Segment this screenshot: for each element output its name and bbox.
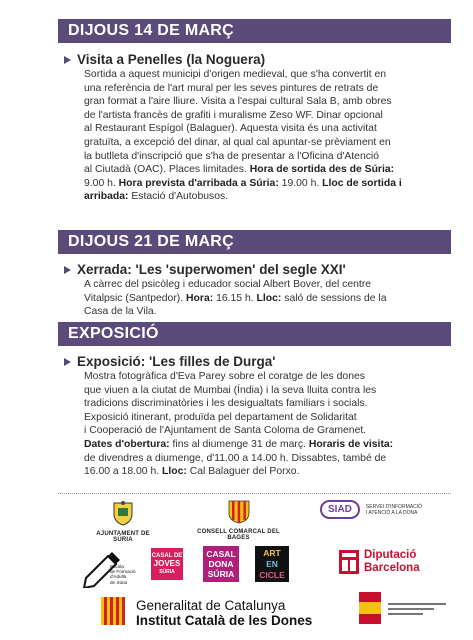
description-label: Lloc: — [162, 466, 187, 478]
description-text: Exposició itinerant, produïda pel departament de Solidaritat — [84, 411, 357, 423]
triangle-bullet-icon — [64, 358, 71, 366]
event-title-text: Exposició: 'Les filles de Durga' — [77, 354, 276, 369]
event-description — [84, 68, 444, 204]
spain-shield-icon — [357, 590, 383, 626]
generalitat-logo — [98, 595, 128, 625]
art-en-cicle-logo — [255, 546, 289, 582]
description-line — [84, 136, 444, 150]
event-title — [64, 51, 444, 68]
siad-subtitle: SERVEI D'INFORMACIÓ — [365, 503, 423, 510]
logo-caption: EN — [266, 559, 278, 569]
description-line — [84, 438, 444, 452]
description-text: 16.15 h. — [213, 292, 257, 304]
logo-caption: de Formació — [110, 569, 136, 575]
generalitat-name: Generalitat de Catalunya — [136, 598, 286, 613]
logo-caption: DONA — [208, 559, 234, 569]
section-heading-text: EXPOSICIÓ — [68, 325, 159, 342]
description-label: Hora prevista d'arribada a Súria: — [118, 177, 279, 189]
description-text: que viuen a la ciutat de Mumbai (Índia) i la seva lluita contra les — [84, 384, 377, 396]
description-label: Dates d'obertura: — [84, 438, 170, 450]
logo-caption: JOVES — [153, 559, 181, 568]
description-line — [84, 95, 444, 109]
description-line — [84, 424, 444, 438]
description-text: fins al diumenge 31 de març. — [169, 438, 309, 450]
siad-logo — [320, 500, 435, 519]
logo-caption: d'Adults — [110, 574, 127, 580]
section-heading-exposicio — [58, 322, 451, 346]
event-title — [64, 261, 444, 278]
description-text: gratuïta, a excepció del dinar, al qual cal apuntar-se prèviament en — [84, 136, 391, 148]
description-line — [84, 370, 444, 384]
description-text: A càrrec del psicòleg i educador social Albert Bover, del centre — [84, 279, 372, 290]
description-text: 19.00 h. — [278, 177, 323, 189]
event-visita-penelles — [64, 51, 444, 204]
event-exposicio — [64, 353, 444, 479]
description-text: Casa de la Vila. — [84, 306, 157, 318]
event-xerrada — [64, 261, 444, 319]
logo-caption: ART — [263, 548, 281, 558]
logo-caption: Diputació — [364, 549, 417, 561]
spain-ministry-logo — [355, 590, 385, 628]
divider — [58, 493, 451, 494]
description-text: Mostra fotogràfica d'Eva Parey sobre el coratge de les dones — [84, 371, 365, 382]
description-text: i Cooperació de l'Ajuntament de Santa Coloma de Gramenet. — [84, 425, 367, 437]
consell-comarcal-logo — [186, 500, 291, 541]
logo-caption: Escola — [110, 564, 124, 569]
ministry-text-block — [388, 600, 446, 620]
generalitat-text — [136, 598, 312, 628]
description-text: gran format a l'aire lliure. Visita a l'espai cultural Sala B, amb obres — [84, 96, 392, 108]
description-line — [84, 150, 444, 164]
siad-subtitle: I ATENCIÓ A LA DONA — [365, 509, 418, 516]
logo-caption: SÚRIA — [207, 569, 235, 579]
logo-caption: CONSELL COMARCAL DEL BAGES — [197, 529, 280, 541]
section-heading-text: DIJOUS 14 DE MARÇ — [68, 22, 235, 39]
description-line — [84, 292, 444, 306]
description-text: tradicions discriminatòries i les desigualtats familiars i socials. — [84, 398, 368, 410]
description-line — [84, 278, 444, 292]
logo-caption: SÚRIA — [159, 569, 175, 575]
ajuntament-suria-logo — [88, 500, 158, 543]
description-text: de divendres a diumenge, d'11.00 a 14.00 h. Dissabtes, també de — [84, 452, 387, 464]
casal-joves-logo — [151, 548, 183, 580]
ministry-line — [388, 608, 434, 610]
siad-badge: SIAD — [320, 500, 360, 519]
description-label: Hora de sortida des de Súria: — [249, 164, 395, 176]
description-text: al Ciutadà (OAC). Places limitades. — [84, 164, 250, 176]
description-label: Lloc de sortida i — [322, 177, 402, 189]
description-line — [84, 163, 444, 177]
description-text: Sortida a aquest municipi d'origen medieval, que s'ha convertit en — [84, 69, 387, 80]
description-line — [84, 122, 444, 136]
description-line — [84, 190, 444, 204]
description-line — [84, 384, 444, 398]
description-text: saló de sessions de la — [281, 292, 387, 304]
logo-caption: de Súria — [110, 579, 128, 585]
description-line — [84, 397, 444, 411]
logo-caption: Barcelona — [364, 562, 420, 574]
description-text: Vitalpsic (Santpedor). — [84, 292, 187, 304]
description-line — [84, 177, 444, 191]
catalan-shield-icon — [228, 500, 250, 524]
logo-caption: AJUNTAMENT DE SÚRIA — [96, 531, 150, 543]
diputacio-shield-icon — [338, 549, 360, 575]
section-heading-dijous-21 — [58, 230, 451, 254]
triangle-bullet-icon — [64, 266, 71, 274]
description-text: 16.00 a 18.00 h. — [84, 466, 162, 478]
description-label: Lloc: — [256, 292, 282, 304]
event-title — [64, 353, 444, 370]
description-text: 9.00 h. — [84, 177, 119, 189]
logo-caption: CICLE — [259, 570, 285, 580]
ministry-line — [388, 613, 423, 615]
section-heading-text: DIJOUS 21 DE MARÇ — [68, 233, 235, 250]
description-line — [84, 82, 444, 96]
description-label: Hora: — [186, 292, 214, 304]
description-text: de l'artista francès de grafiti i muralisme Zeso WF. Dinar opcional — [84, 109, 383, 121]
event-title-text: Xerrada: 'Les 'superwomen' del segle XXI' — [77, 262, 346, 277]
description-line — [84, 465, 444, 479]
description-line — [84, 411, 444, 425]
description-text: una referència de l'art mural per les seves pintures de retrats de — [84, 82, 379, 94]
shield-icon — [112, 500, 134, 526]
casal-dona-logo — [203, 546, 239, 582]
description-line — [84, 305, 444, 319]
description-label: arribada: — [84, 191, 129, 203]
ministry-line — [388, 603, 446, 605]
description-text: Cal Balaguer del Porxo. — [186, 466, 300, 478]
description-label: Horaris de visita: — [308, 438, 394, 450]
catalan-flag-icon — [99, 595, 127, 627]
event-description — [84, 278, 444, 319]
section-heading-dijous-14 — [58, 19, 451, 43]
escola-adults-logo — [82, 548, 140, 588]
description-line — [84, 109, 444, 123]
event-description — [84, 370, 444, 479]
description-line — [84, 68, 444, 82]
institut-name: Institut Català de les Dones — [136, 613, 313, 628]
event-title-text: Visita a Penelles (la Noguera) — [77, 52, 266, 67]
logo-caption: CASAL DE — [151, 553, 183, 559]
description-text: Estació d'Autobusos. — [128, 191, 229, 203]
logo-caption: CASAL — [206, 549, 236, 559]
description-text: la butlleta d'inscripció que s'ha de presentar a l'Oficina d'Atenció — [84, 150, 380, 162]
triangle-bullet-icon — [64, 56, 71, 64]
description-text: al Restaurant Espígol (Balaguer). Aquesta visita és una activitat — [84, 123, 377, 135]
diputacio-barcelona-logo — [338, 549, 450, 575]
description-line — [84, 452, 444, 466]
